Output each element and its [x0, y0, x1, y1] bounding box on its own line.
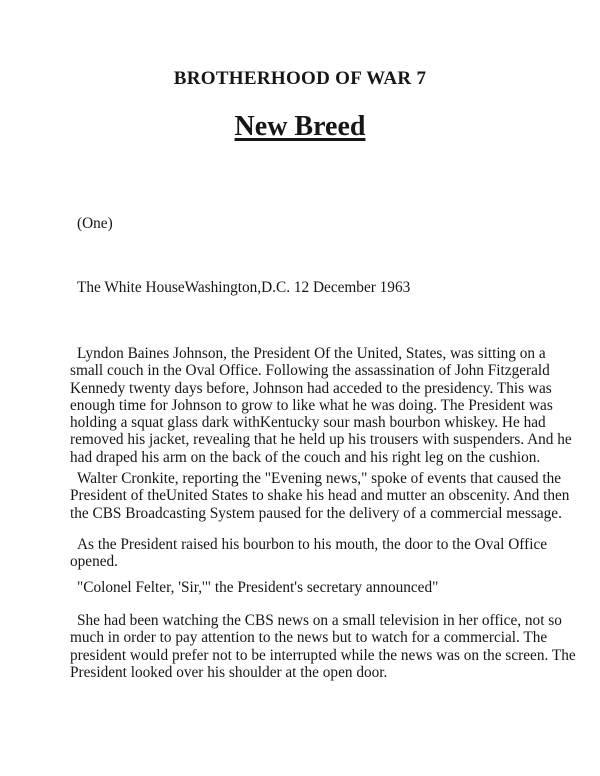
text-line: removed his jacket, revealing that he held up his trousers with suspenders. And he: [70, 431, 572, 449]
paragraph-4: [70, 579, 438, 596]
series-title: BROTHERHOOD OF WAR 7: [173, 68, 427, 89]
text-line: She had been watching the CBS news on a small television in her office, not so: [77, 612, 562, 629]
text-line: President of theUnited States to shake his head and mutter an obscenity. And then: [70, 487, 570, 505]
text-line: Lyndon Baines Johnson, the President Of the United, States, was sitting on a: [77, 345, 546, 362]
paragraph-5: [70, 612, 576, 681]
text-line: enough time for Johnson to grow to like what he was doing. The President was: [70, 396, 553, 414]
text-line: As the President raised his bourbon to his mouth, the door to the Oval Office: [77, 536, 548, 553]
book-title: [0, 110, 600, 143]
text-line: Kennedy twenty days before, Johnson had acceded to the presidency. This was: [70, 379, 552, 397]
text-line: "Colonel Felter, 'Sir,'" the President's secretary announced": [77, 579, 439, 596]
book-title-text: New Breed: [234, 111, 366, 142]
text-line: President looked over his shoulder at the open door.: [70, 663, 388, 681]
text-line: Walter Cronkite, reporting the "Evening news," spoke of events that caused the: [77, 470, 562, 487]
text-line: the CBS Broadcasting System paused for the delivery of a commercial message.: [70, 504, 562, 522]
text-line: small couch in the Oval Office. Following the assassination of John Fitzgerald: [70, 362, 550, 380]
paragraph-1: [70, 345, 572, 466]
text-line: had draped his arm on the back of the couch and his right leg on the cushion.: [70, 448, 541, 466]
chapter-heading: (One): [77, 215, 113, 232]
text-line: holding a squat glass dark withKentucky sour mash bourbon whiskey. He had: [70, 414, 546, 432]
text-line: much in order to pay attention to the news but to watch for a commercial. The: [70, 629, 548, 647]
paragraph-2: [70, 470, 569, 522]
dateline: The White HouseWashington,D.C. 12 December 1963: [77, 279, 411, 296]
text-line: president would prefer not to be interrupted while the news was on the screen. The: [70, 646, 576, 664]
paragraph-3: [70, 536, 547, 571]
text-line: opened.: [70, 553, 118, 571]
